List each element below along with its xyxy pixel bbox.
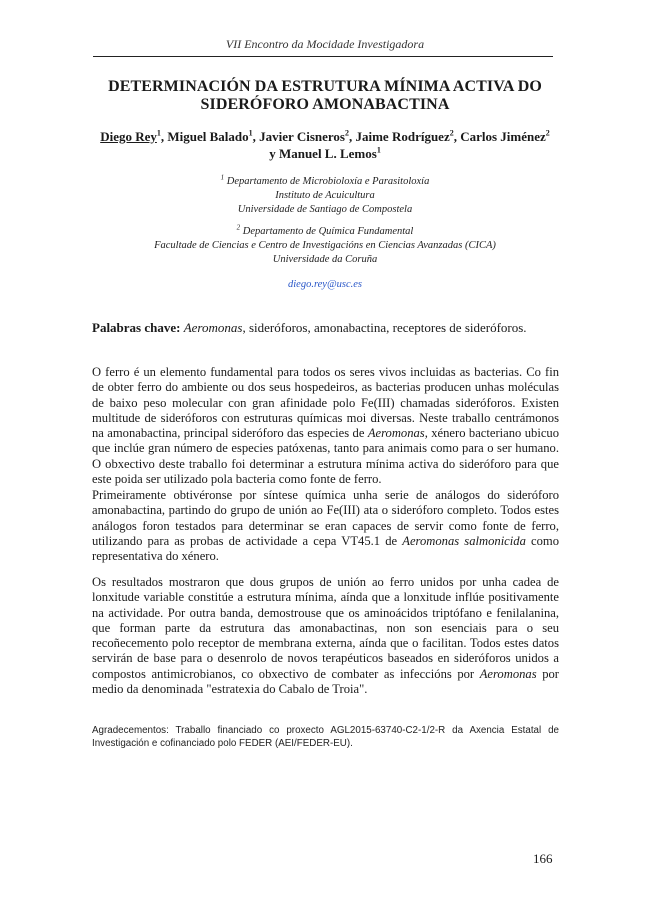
header-rule — [93, 56, 553, 57]
paragraph-text: Os resultados mostraron que dous grupos de unión ao ferro unidos por unha cadea de lonxitude variable constitúe a estrutura mínima, aínda que a lonxitude inflúe positivamente na actividade. Por outra banda, demostrouse que os aminoácidos triptófano e fenilalanina, que forman parte da estrutura das amonabactinas, non son esenciais para o seu recoñecemento polo receptor de membrana externa, aínda que o facilitan. Todos estes datos servirán de base para o desenrolo de novos terapéuticos baseados en sideróforos unidos a compostos antimicrobianos, co obxectivo de combater as infeccións por — [92, 575, 559, 681]
paragraph-italic: Aeromonas salmonicida — [402, 533, 526, 548]
affiliation-line — [0, 225, 650, 239]
author-sep: , — [252, 129, 260, 144]
keywords — [92, 320, 562, 336]
paragraph-italic: Aeromonas — [479, 666, 537, 681]
affiliation-dept: Departamento de Química Fundamental — [242, 226, 414, 237]
keyword-italic: Aeromonas — [183, 320, 243, 335]
paragraph-text: por medio da denominada "estratexia do Cabalo de Troia". — [92, 666, 559, 697]
author-name: Miguel Balado — [167, 129, 249, 144]
body-paragraph-1 — [92, 365, 559, 487]
page-number: 166 — [533, 851, 553, 866]
affiliation-line: Facultade de Ciencias e Centro de Investigacións en Ciencias Avanzadas (CICA) — [154, 240, 496, 251]
keywords-rest: , sideróforos, amonabactina, receptores de sideróforos. — [242, 320, 527, 335]
paragraph-italic: Aeromonas — [367, 426, 425, 441]
paragraph-text: O ferro é un elemento fundamental para todos os seres vivos incluidas as bacterias. Co fin de obter ferro do ambiente ou dos seus hospedeiros, as bacterias producen unhas moléculas de baixo peso molecular con gran afinidade polo Fe(III) chamadas sideróforos. Existen multitude de sideróforos con estruturas químicas moi diversas. Neste traballo centrámonos na amonabactina, principal sideróforo das especies de — [92, 365, 559, 441]
author-line-1 — [90, 128, 560, 145]
author-affil-sup: 1 — [156, 128, 161, 138]
affiliation-line: Instituto de Acuicultura — [275, 190, 375, 201]
author-name: Carlos Jiménez — [460, 129, 546, 144]
author-sep: , — [348, 129, 356, 144]
author-sep: , — [160, 129, 168, 144]
body-paragraph-3 — [92, 575, 559, 697]
author-sep: , — [453, 129, 461, 144]
author-name-presenter: Diego Rey — [100, 129, 157, 144]
author-affil-sup: 2 — [545, 128, 550, 138]
author-name: y Manuel L. Lemos — [269, 146, 377, 161]
title-line-2: SIDERÓFORO AMONABACTINA — [200, 96, 450, 113]
title-line-1: DETERMINACIÓN DA ESTRUTURA MÍNIMA ACTIVA DO — [108, 78, 542, 95]
author-affil-sup: 2 — [449, 128, 454, 138]
author-line-2 — [90, 145, 560, 162]
author-affil-sup: 1 — [248, 128, 253, 138]
affiliation-line: Universidade de Santiago de Compostela — [237, 204, 413, 215]
paragraph-text: , xénero bacteriano ubicuo que inclúe gran número de especies patóxenas, tanto para animais como para o ser humano. O obxectivo deste traballo foi determinar a estrutura mínima activa do sideróforo para que este poida ser utilizado pola bacteria como fonte de ferro. — [92, 426, 560, 487]
paper-title — [90, 78, 560, 114]
paragraph-text: Primeiramente obtivéronse por síntese química unha serie de análogos do sideróforo amonabactina, partindo do grupo de unión ao Fe(III) ata o sideróforo completo. Todos estes análogos foron testados para determinar se eran capaces de servir como fonte de ferro, utilizando para as probas de actividade a cepa VT45.1 de — [92, 488, 559, 548]
author-name: Javier Cisneros — [259, 129, 345, 144]
keywords-label: Palabras chave: — [92, 320, 181, 335]
author-name: Jaime Rodríguez — [355, 129, 450, 144]
author-affil-sup: 1 — [376, 145, 381, 155]
affiliation-1 — [0, 175, 650, 217]
contact-email-link[interactable]: diego.rey@usc.es — [288, 279, 362, 290]
affiliation-sup: 2 — [236, 223, 241, 232]
running-header: VII Encontro da Mocidade Investigadora — [225, 37, 425, 51]
affiliation-line — [0, 175, 650, 189]
author-list — [90, 128, 560, 162]
acknowledgements: Agradecementos: Traballo financiado co proxecto AGL2015-63740-C2-1/2-R da Axencia Estatal de Investigación e cofinanciado polo FEDER (AEI/FEDER-EU). — [92, 725, 559, 749]
affiliation-dept: Departamento de Microbioloxía e Parasitoloxía — [226, 176, 430, 187]
paragraph-text: como representativa do xénero. — [92, 533, 559, 564]
affiliation-2 — [0, 225, 650, 267]
author-affil-sup: 2 — [344, 128, 349, 138]
affiliation-sup: 1 — [220, 173, 225, 182]
affiliation-line: Universidade da Coruña — [272, 254, 378, 265]
body-paragraph-2 — [92, 488, 559, 564]
